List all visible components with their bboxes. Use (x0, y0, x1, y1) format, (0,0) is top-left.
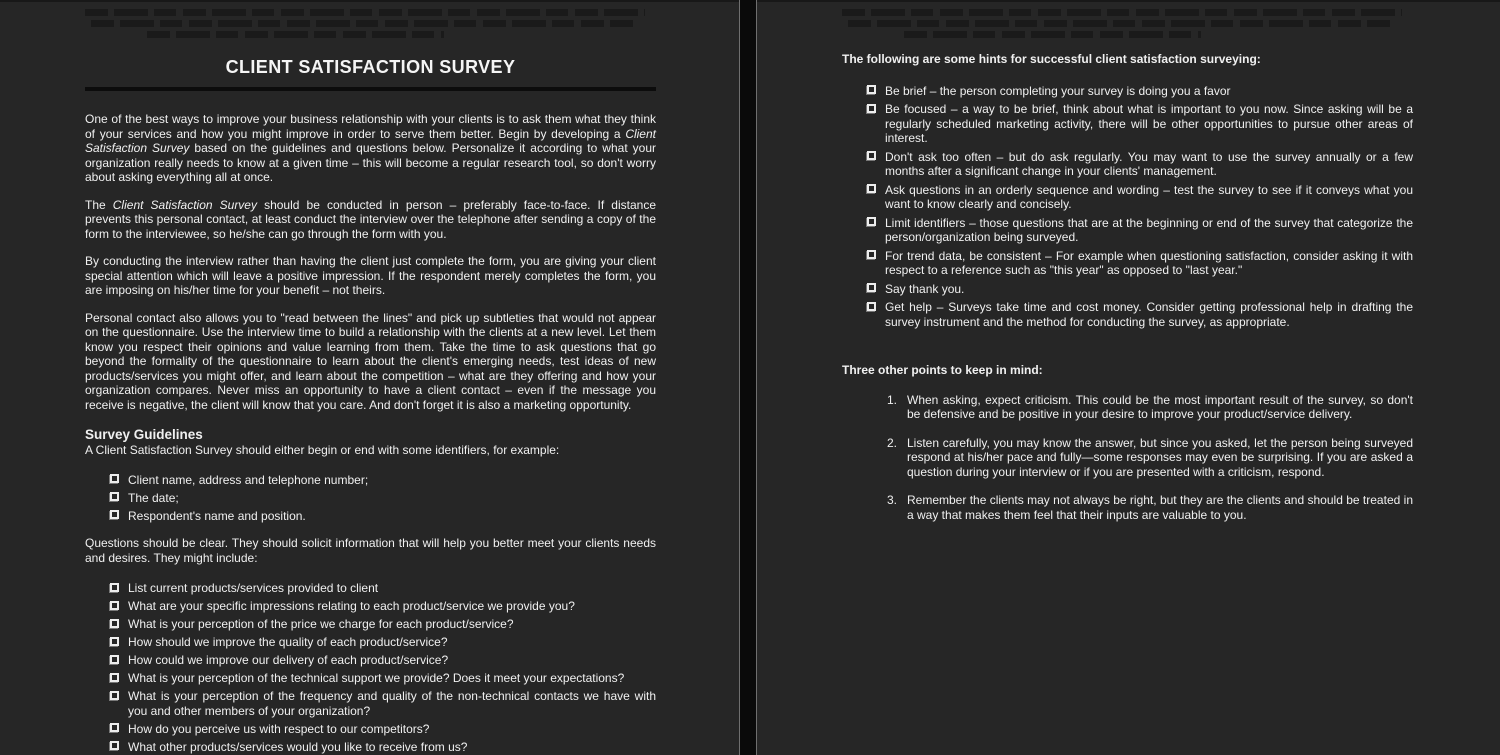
checkbox-icon (110, 492, 119, 501)
identifiers-checklist (85, 473, 656, 524)
right-page-column (842, 0, 1413, 536)
checkbox-icon (110, 474, 119, 483)
checklist-item-label: The date; (128, 490, 179, 505)
checklist-item-label: Be focused – a way to be brief, think about what is important to you now. Since asking will be a regularly scheduled marketing activity, there will be other opportunities to pursue other areas of interest. (885, 102, 1413, 145)
checklist-item (867, 249, 1413, 278)
checklist-item (110, 473, 656, 488)
numbered-item (887, 393, 1413, 422)
checklist-item (867, 282, 1413, 297)
checkbox-icon (110, 601, 119, 610)
left-page-column (85, 0, 656, 755)
checklist-item (867, 150, 1413, 179)
checkbox-icon (110, 723, 119, 732)
questions-checklist (85, 581, 656, 754)
checklist-item (110, 617, 656, 632)
paragraph-2-italic: Client Satisfaction Survey (112, 197, 257, 212)
numbered-item-marker: 1. (887, 392, 898, 407)
checkbox-icon (110, 673, 119, 682)
checkbox-icon (867, 184, 876, 193)
paragraph-1 (85, 112, 656, 185)
checklist-item-label: What is your perception of the frequency and quality of the non-technical contacts we have with you and other members of your organization? (128, 689, 656, 718)
checklist-item-label: Don't ask too often – but do ask regularly. You may want to use the survey annually or a few months after a significant change in your clients' management. (885, 149, 1413, 178)
checklist-item-label: What is your perception of the price we charge for each product/service? (128, 617, 514, 631)
page-title: CLIENT SATISFACTION SURVEY (225, 57, 516, 77)
guidelines-intro: A Client Satisfaction Survey should either begin or end with some identifiers, for example: (85, 443, 560, 457)
checkbox-icon (867, 85, 876, 94)
checklist-item (110, 509, 656, 524)
checklist-item-label: What other products/services would you like to receive from us? (128, 739, 468, 754)
checkbox-icon (110, 510, 119, 519)
checklist-item (867, 102, 1413, 146)
paragraph-4: Personal contact also allows you to "read between the lines" and pick up subtleties that would not appear on the questionnaire. Use the interview time to build a relationship with the clients at a new level. Let them know you respect their opinions and value learning from them. Take the time to ask questions that go beyond the formality of the questionnaire to learn about the client's emerging needs, test ideas of new products/services you might offer, and learn about the competition – what are they offering and how your organization compares. Never miss an opportunity to have a client contact – even if the message you receive is negative, the client will know that you care. And don't forget it is also a marketing opportunity. (85, 310, 656, 412)
numbered-item-marker: 2. (887, 435, 898, 450)
paragraph-2 (85, 198, 656, 242)
checklist-item (110, 689, 656, 718)
checkbox-icon (110, 637, 119, 646)
page-right (756, 0, 1500, 755)
checkbox-icon (110, 691, 119, 700)
checkbox-icon (110, 619, 119, 628)
checkbox-icon (110, 741, 119, 750)
questions-intro: Questions should be clear. They should solicit information that will help you better meet your clients needs and desires. They might include: (85, 536, 656, 565)
survey-guidelines-heading: Survey Guidelines (85, 427, 203, 442)
checklist-item (867, 216, 1413, 245)
checklist-item-label: Get help – Surveys take time and cost money. Consider getting professional help in drafting the survey instrument and the method for conducting the survey, as appropriate. (885, 300, 1413, 329)
checklist-item (110, 722, 656, 737)
checkbox-icon (867, 151, 876, 160)
checkbox-icon (867, 283, 876, 292)
checklist-item-label: For trend data, be consistent – For example when questioning satisfaction, consider asking it with respect to a reference such as "this year" as opposed to "last year." (885, 248, 1413, 277)
checklist-item (110, 671, 656, 686)
hints-checklist (842, 84, 1413, 330)
numbered-item (887, 436, 1413, 480)
checklist-item-label: How could we improve our delivery of each product/service? (128, 653, 449, 667)
checkbox-icon (110, 583, 119, 592)
numbered-item (887, 493, 1413, 522)
checklist-item (110, 581, 656, 596)
checkbox-icon (867, 302, 876, 311)
checkbox-icon (867, 217, 876, 226)
title-rule (85, 87, 656, 91)
paragraph-3: By conducting the interview rather than having the client just complete the form, you are giving your client special attention which will leave a positive impression. If the respondent merely completes the form, you are imposing on his/her time for your benefit – not theirs. (85, 254, 656, 297)
checkbox-icon (110, 655, 119, 664)
numbered-item-text: Remember the clients may not always be right, but they are the clients and should be treated in a way that makes them feel that their inputs are valuable to you. (907, 493, 1413, 522)
checklist-item-label: What are your specific impressions relating to each product/service we provide you? (128, 599, 575, 613)
paragraph-2-text: should be conducted in person – preferably face-to-face. If distance prevents this personal contact, at least conduct the interview over the telephone after sending a copy of the form to the interviewee, so he/she can go through the form with you. (85, 197, 657, 241)
hints-heading: The following are some hints for successful client satisfaction surveying: (842, 52, 1261, 66)
points-list (842, 393, 1413, 523)
checklist-item-label: Ask questions in an orderly sequence and wording – test the survey to see if it conveys what you want to know clearly and concisely. (885, 182, 1413, 211)
checklist-item-label: Be brief – the person completing your survey is doing you a favor (885, 83, 1231, 98)
checklist-item (867, 84, 1413, 99)
numbered-item-text: Listen carefully, you may know the answer, but since you asked, let the person being surveyed respond at his/her pace and fully—some responses may even be surprising. If you are asked a question during your interview or if you are presented with a criticism, respond. (907, 435, 1413, 479)
checklist-item-label: How should we improve the quality of each product/service? (128, 635, 448, 649)
checklist-item (110, 491, 656, 506)
checkbox-icon (867, 250, 876, 259)
checklist-item (867, 300, 1413, 329)
checklist-item (110, 740, 656, 755)
page-left (0, 0, 740, 755)
paragraph-1-text: One of the best ways to improve your business relationship with your clients is to ask them what they think of your services and how you might improve in order to serve them better. Begin by developing a (85, 112, 656, 141)
checklist-item (110, 635, 656, 650)
numbered-item-marker: 3. (887, 493, 898, 507)
checklist-item (867, 183, 1413, 212)
paragraph-1-italic: Client Satisfaction Survey (85, 126, 656, 155)
checklist-item (110, 653, 656, 668)
checklist-item-label: Respondent's name and position. (128, 508, 306, 523)
checklist-item-label: Client name, address and telephone number; (128, 472, 369, 487)
checklist-item-label: Limit identifiers – those questions that are at the beginning or end of the survey that categorize the person/organization being surveyed. (885, 215, 1413, 244)
points-heading: Three other points to keep in mind: (842, 363, 1043, 377)
checkbox-icon (867, 104, 876, 113)
checklist-item-label: What is your perception of the technical support we provide? Does it meet your expectations? (128, 671, 625, 685)
paragraph-2-text: The (85, 197, 113, 212)
checklist-item-label: Say thank you. (885, 281, 965, 296)
checklist-item-label: List current products/services provided to client (128, 581, 379, 595)
checklist-item-label: How do you perceive us with respect to our competitors? (128, 721, 430, 736)
checklist-item (110, 599, 656, 614)
page-divider (740, 0, 756, 755)
paragraph-1-text: based on the guidelines and questions below. Personalize it according to what your organization really needs to know at a given time – this will become a regular research tool, so don't worry about asking everything all at once. (85, 141, 656, 184)
numbered-item-text: When asking, expect criticism. This could be the most important result of the survey, so don't be defensive and be positive in your desire to improve your product/service delivery. (907, 392, 1413, 421)
